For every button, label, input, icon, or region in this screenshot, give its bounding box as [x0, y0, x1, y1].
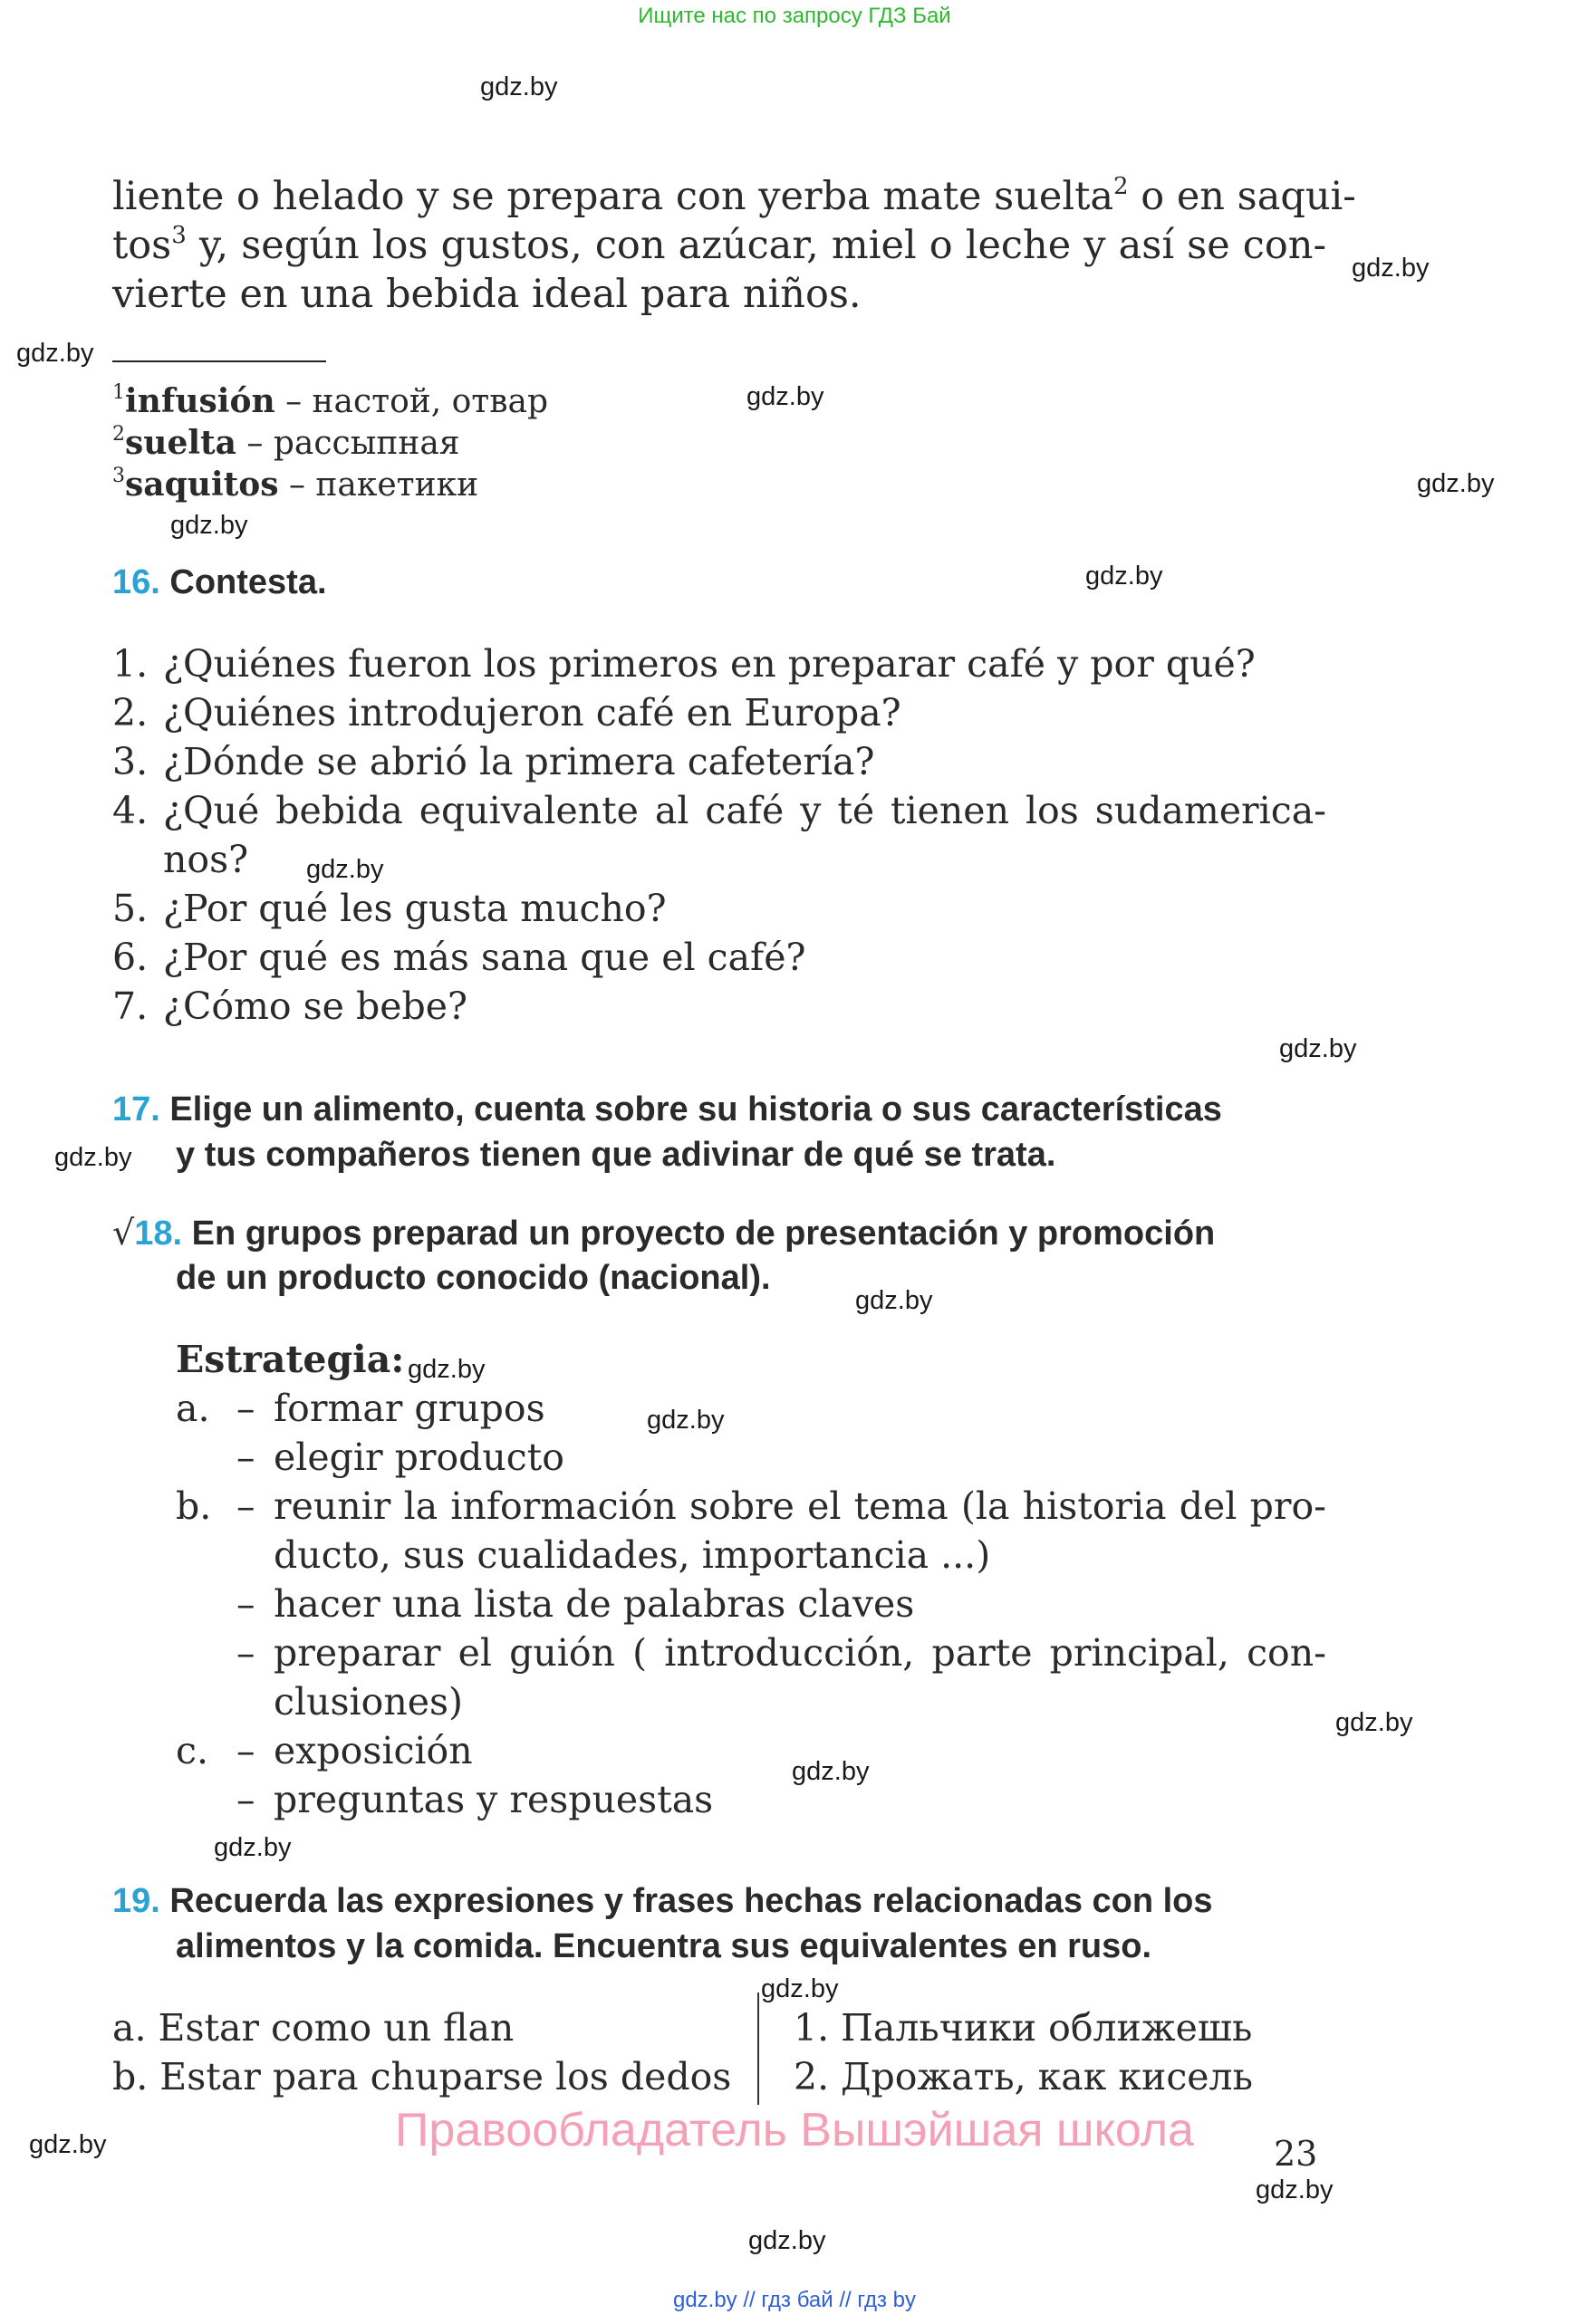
watermark: gdz.by: [170, 511, 248, 540]
question-item: 6. ¿Por qué es más sana que el café?: [112, 936, 806, 979]
question-item: 7. ¿Cómo se bebe?: [112, 984, 467, 1028]
watermark: gdz.by: [761, 1974, 839, 2003]
footnote: $^3$saquitos – пакетики: [112, 465, 479, 504]
footer-links[interactable]: gdz.by // гдз бай // гдз by: [672, 2288, 917, 2312]
watermark: gdz.by: [16, 339, 94, 368]
watermark: gdz.by: [855, 1286, 933, 1315]
watermark: gdz.by: [214, 1833, 292, 1862]
footnote: $^2$suelta – рассыпная: [112, 423, 460, 462]
expression-right: 2. Дрожать, как кисель: [794, 2055, 1253, 2098]
exercise-19-heading-line-2: alimentos y la comida. Encuentra sus equivalentes en ruso.: [176, 1927, 1152, 1965]
strategy-label: Estrategia:: [176, 1338, 405, 1381]
expression-left: a. Estar como un flan: [112, 2006, 515, 2050]
question-item: 5. ¿Por qué les gusta mucho?: [112, 887, 667, 930]
paragraph-line-2: tos$^3$ y, según los gustos, con azúcar, miel o leche y así se con-: [112, 221, 1326, 268]
exercise-17-heading: 17. Elige un alimento, cuenta sobre su historia o sus características: [112, 1090, 1222, 1128]
watermark: gdz.by: [480, 72, 558, 101]
question-item: 1. ¿Quiénes fueron los primeros en preparar café y por qué?: [112, 642, 1256, 686]
exercise-16-heading: 16. Contesta.: [112, 563, 327, 601]
watermark: gdz.by: [1335, 1708, 1413, 1737]
page-number: 23: [1274, 2134, 1318, 2174]
footnote: $^1$infusión – настой, отвар: [112, 381, 548, 420]
column-divider: [757, 1993, 759, 2105]
paragraph-line-3: vierte en una bebida ideal para niños.: [112, 272, 862, 317]
watermark: gdz.by: [1417, 469, 1495, 498]
paragraph-line-1: liente o helado y se prepara con yerba mate suelta$^2$ o en saqui-: [112, 172, 1356, 219]
watermark: gdz.by: [792, 1757, 870, 1786]
watermark: gdz.by: [1256, 2175, 1334, 2204]
question-item: 2. ¿Quiénes introdujeron café en Europa?: [112, 691, 901, 735]
check-mark: √: [112, 1213, 135, 1253]
watermark: gdz.by: [647, 1406, 725, 1435]
watermark: gdz.by: [306, 855, 384, 884]
watermark: gdz.by: [748, 2226, 826, 2255]
watermark: gdz.by: [408, 1355, 486, 1384]
watermark: gdz.by: [746, 382, 824, 411]
top-banner: Ищите нас по запросу ГДЗ Бай: [638, 4, 951, 28]
footnote-divider: [112, 360, 326, 362]
expression-right: 1. Пальчики оближешь: [794, 2006, 1253, 2050]
exercise-17-heading-line-2: y tus compañeros tienen que adivinar de qué se trata.: [176, 1136, 1056, 1174]
exercise-number: 17.: [112, 1090, 160, 1128]
copyright-notice: Правообладатель Вышэйшая школа: [395, 2104, 1194, 2156]
question-item: 4. ¿Qué bebida equivalente al café y té tienen los sudamerica-: [112, 789, 1326, 832]
question-item: 3. ¿Dónde se abrió la primera cafetería?: [112, 740, 875, 783]
exercise-18-heading: √18. En grupos preparad un proyecto de presentación y promoción: [112, 1213, 1216, 1253]
watermark: gdz.by: [1085, 562, 1163, 591]
exercise-number: 19.: [112, 1882, 160, 1920]
watermark: gdz.by: [1279, 1034, 1357, 1063]
expression-left: b. Estar para chuparse los dedos: [112, 2055, 732, 2098]
exercise-number: 18.: [134, 1215, 183, 1253]
question-item-continuation: nos?: [163, 838, 249, 881]
watermark: gdz.by: [29, 2130, 107, 2159]
exercise-number: 16.: [112, 563, 160, 601]
watermark: gdz.by: [54, 1143, 132, 1172]
exercise-19-heading: 19. Recuerda las expresiones y frases hechas relacionadas con los: [112, 1882, 1213, 1920]
exercise-18-heading-line-2: de un producto conocido (nacional).: [176, 1259, 771, 1297]
watermark: gdz.by: [1352, 254, 1430, 283]
